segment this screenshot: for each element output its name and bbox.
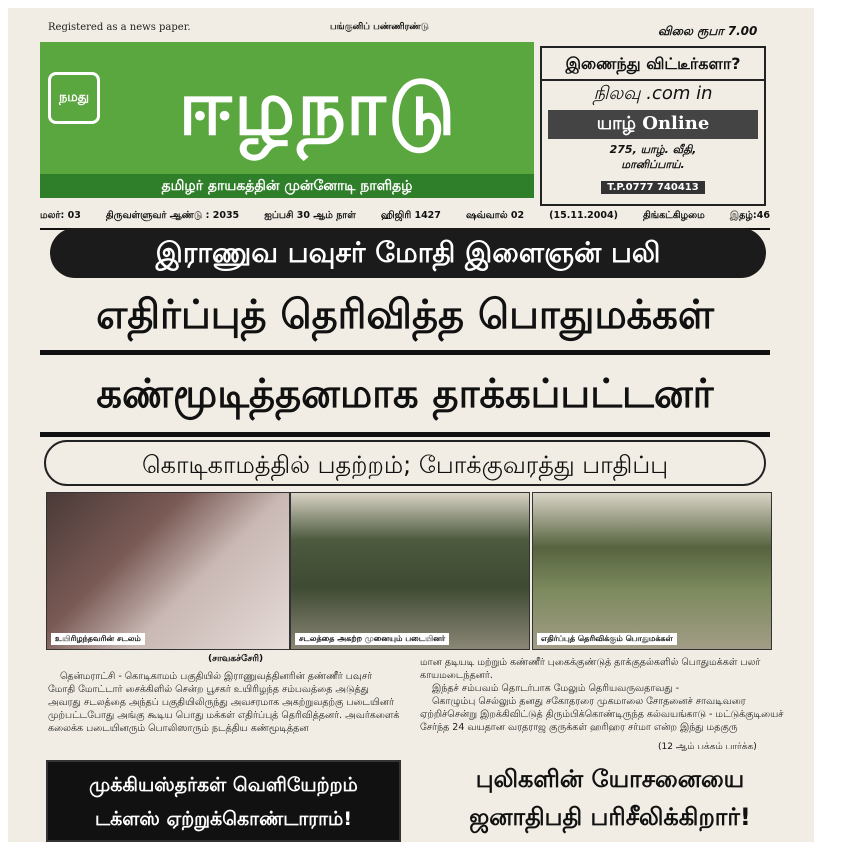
dateline-volume: மலர்: 03 [40,210,81,221]
advert-address-2: மானிப்பாய். [621,158,685,171]
photo-caption-1: உயிரிழந்தவரின் சடலம் [51,633,145,645]
photo-caption-2: சடலத்தை அகற்ற முனையும் படையினர் [295,633,449,645]
headline-line-1: எதிர்ப்புத் தெரிவித்த பொதுமக்கள் [96,292,714,338]
masthead-tagline: தமிழர் தாயகத்தின் முன்னோடி நாளிதழ் [40,174,534,198]
dateline-issue: இதழ்:46 [729,210,770,221]
dateline-month-day: ஐப்பசி 30 ஆம் நாள் [264,210,356,221]
article-right-paragraph-2: இந்தச் சம்பவம் தொடர்பாக மேலும் தெரியவருவதாவது - [432,683,680,694]
registration-note: Registered as a news paper. [48,22,191,33]
dateline [40,210,770,230]
dateline-hijri: ஹிஜிரி 1427 [380,210,441,221]
advert-box [540,46,766,206]
bottom-left-line-2: டக்ளஸ் ஏற்றுக்கொண்டாராம்! [95,808,352,830]
advert-brand: யாழ் Online [548,110,758,139]
header-center-note: பங்குனிப் பண்ணிரண்டு [330,22,429,32]
dateline-weekday: திங்கட்கிழமை [643,210,705,221]
bottom-right-line-1: புலிகளின் யோசனையை [475,765,745,793]
dateline-year: திருவள்ளுவர் ஆண்டு : 2035 [105,210,240,221]
sub-headline: கொடிகாமத்தில் பதற்றம்; போக்குவரத்து பாதிப்பு [44,440,766,486]
photo-credit: (சாவகச்சேரி) [208,654,264,664]
advert-address-1: 275, யாழ். வீதி, [609,143,697,156]
continued-note: (12 ஆம் பக்கம் பார்க்க) [658,742,757,752]
bottom-right-headline [420,760,800,842]
dateline-date: (15.11.2004) [549,210,618,221]
bottom-right-line-2: ஜனாதிபதி பரிசீலிக்கிறார்! [469,803,751,831]
bottom-left-headline [46,760,401,842]
headline-rule-2 [40,432,770,437]
masthead [40,42,534,198]
headline-line-2: கண்மூடித்தனமாக தாக்கப்பட்டனர் [96,371,714,417]
headline-rule-1 [40,350,770,355]
photo-body [46,492,290,650]
article-right-paragraph-1: மான தடியடி மற்றும் கண்ணீர் புகைக்குண்டுத் தாக்குதல்களில் பொதுமக்கள் பலர் காயமடைந்தனர். [420,657,761,681]
masthead-prefix: நமது [48,72,100,124]
article-column-left [48,670,400,756]
article-column-right [420,656,790,746]
newspaper-title: ஈழநாடு [178,63,458,152]
photo-soldiers [290,492,530,650]
headline-kicker: இராணுவ பவுசர் மோதி இளைஞன் பலி [50,228,766,278]
article-left-paragraph: தென்மராட்சி - கொடிகாமம் பகுதியில் இராணுவத்தினரின் தண்ணீர் பவுசர் மோதி மோட்டார் சைக்கிளில் சென்ற பூசகர் உயிரிழந்த சம்பவத்தை அடுத்து அவரது சடலத்தை அந்தப் பகுதியிலிருந்து அவசரமாக அகற்றுவதற்கு படையினர் முற்பட்டபோது அங்கு கூடிய பொது மக்கள் எதிர்ப்புத் தெரிவித்தனர். அவர்களைக் கலைக்க படையினரும் பொலிஸாரும் நடத்திய கண்மூடித்தன [48,671,400,734]
photo-protest [532,492,772,650]
article-right-paragraph-3: கொழும்பு செல்லும் தனது சகோதரரை முகமாலை சோதனைச் சாவடிவரை ஏற்றிச்சென்று இறக்கிவிட்டுத் திரும்பிக்கொண்டிருந்த கல்வயங்காடு - மட்டுக்குடியைச் சேர்ந்த 24 வயதான வரதராஜ குருக்கள் ஹரிஹர சர்மா என்ற இந்து மதகுரு [420,696,784,733]
advert-phone: T.P.0777 740413 [601,181,704,194]
newspaper-page [8,8,814,842]
price-label: விலை ரூபா 7.00 [658,24,758,38]
advert-heading: இணைந்து விட்டீர்களா? [565,54,741,73]
advert-site: நிலவு .com in [593,83,713,104]
bottom-left-line-1: முக்கியஸ்தர்கள் வெளியேற்றம் [89,774,358,796]
dateline-shawwal: ஷவ்வால் 02 [465,210,525,221]
photo-caption-3: எதிர்ப்புத் தெரிவிக்கும் பொதுமக்கள் [537,633,677,645]
